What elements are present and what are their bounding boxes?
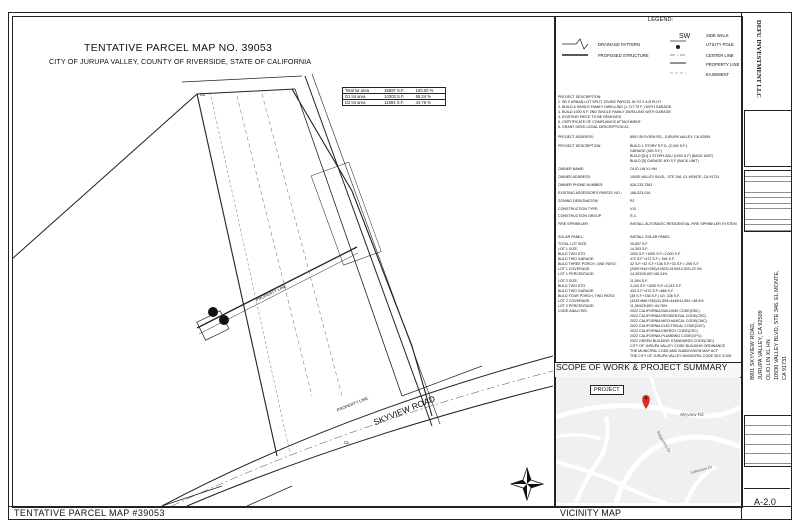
legend-title: LEGEND: xyxy=(648,17,674,23)
field-value: V-B xyxy=(630,207,636,211)
area-pct: 44.76 % xyxy=(415,100,431,105)
area-pct: 55.24 % xyxy=(415,94,431,99)
legend-item: CENTER LINE xyxy=(706,53,734,58)
field-value: 25,897 S.F. xyxy=(630,242,649,246)
field-value: 186-023-016 xyxy=(630,191,651,195)
field-value: OLIO LIN XL HN xyxy=(630,167,657,171)
field-value: 14,303 S.F. xyxy=(630,247,649,251)
field-key: TOTAL LOT SIZE: xyxy=(558,242,588,246)
area-pct: 100.00 % xyxy=(415,88,434,93)
field-value: 626-233-7581 xyxy=(630,183,653,187)
field-value: (2000+944+295)/14303=3199/14,303=22.3% xyxy=(630,267,702,271)
field-key: PROJECT DESCRIPTION: xyxy=(558,144,602,148)
field-key: LOT 2 COVERAGE: xyxy=(558,299,591,303)
code-line: 2022 CALIFORNIA MECHANICAL CODE(CMC) xyxy=(630,319,707,323)
field-value: BUILD [D1] 1 STORY ADU (1000 S.F) (BACK UNIT) xyxy=(630,154,714,158)
field-key: BULD FOUR PORCH, TWO PATIO: xyxy=(558,294,616,298)
vicinity-street-label: Ridgeview Dr xyxy=(655,430,672,454)
field-value: R1 xyxy=(630,199,635,203)
leader-line xyxy=(162,486,222,506)
leader-line xyxy=(247,486,292,506)
footer-divider xyxy=(8,506,792,507)
field-key: BULD TWO GARAGE: xyxy=(558,289,595,293)
field-key: BULD TWO STO. xyxy=(558,252,587,256)
north-arrow-icon xyxy=(511,468,543,500)
code-line: 2022 CALIFORNIA ELECTRICAL CODE(CEC) xyxy=(630,324,705,328)
field-value: 472 S.F.+472 S.F.= 944 S.F. xyxy=(630,257,675,261)
code-line: THE CITY OF JURUPA VALLEY MUNICIPAL CODE SEC 9.205 xyxy=(630,354,732,358)
page-title: TENTATIVE PARCEL MAP NO. 39053 xyxy=(84,42,273,54)
area-label: D1 lot area xyxy=(345,94,366,99)
field-value: 14,303/25,897=55.24% xyxy=(630,272,668,276)
project-description-line: 6. GRANT DEED LEGAL DESCRIPTION A1 xyxy=(558,125,629,129)
field-key: BULD TWO STO. xyxy=(558,284,587,288)
legend-item: UTILITY POLE xyxy=(706,42,734,47)
code-line: 2022 CALIFORNIA RESIDENTIAL CODE(CRC) xyxy=(630,314,707,318)
field-key: OWNER NAME: xyxy=(558,167,585,171)
lot-boundary xyxy=(12,89,295,259)
parcel-edge xyxy=(182,76,302,82)
easement-line xyxy=(237,96,312,396)
lot-boundary-right xyxy=(295,89,402,396)
skyview-road-centerline xyxy=(172,371,553,506)
property-line-label: PROPERTY LINE xyxy=(336,395,369,413)
field-value: R-3 xyxy=(630,214,636,218)
field-value: 10930 VALLEY BLVD., STE 346, EL MONTE, CA 91731 xyxy=(630,175,720,179)
code-line: THE MUNICIPAL CODE AND SUBDIVISION MAP ACT xyxy=(630,349,718,353)
vicinity-project-label: PROJECT xyxy=(590,385,624,395)
titleblock-firm: DEFU INVESTMENT LLC xyxy=(755,20,762,98)
field-key: OWNER PHONE NUMBER: xyxy=(558,183,604,187)
field-value: 32 S.F.+32 S.F.+138 S.F.+33 S.F.= 295 S.F. xyxy=(630,262,700,266)
project-description-line: 3. BUILD 1000 S.F. 2ND SINGLE FAMILY DWELLING WITH GARAGE xyxy=(558,110,671,114)
field-key: EXISTING ASSESSOR'S PARCEL NO.: xyxy=(558,191,622,195)
vicinity-roads xyxy=(556,377,740,503)
field-value: BUILD 1 STORY S.F.D. (2,000 S.F.) xyxy=(630,144,688,148)
field-value: 433 S.F.+472 S.F.=866 S.F. xyxy=(630,289,674,293)
lot-boundary-left xyxy=(197,94,277,456)
titleblock-info-table xyxy=(744,415,792,467)
code-line: 2022 CALIFORNIA PLUMBING CODE(CPC) xyxy=(630,334,702,338)
field-value: 2022 CALIFORNIA BUILDING CODE(CBC) xyxy=(630,309,700,313)
project-description-line: 5. CERTIFICATE OF COMPLIANCE ATTACHMENT xyxy=(558,120,641,124)
vicinity-street-label: Lakeview Dr xyxy=(690,464,713,475)
road-name-label: SKYVIEW ROAD xyxy=(372,393,437,428)
titleblock-address-line: 8901 SKYVIEW ROAD, xyxy=(750,322,756,380)
titleblock-address-line: JURUPA VALLEY, CA 92509 xyxy=(758,310,764,380)
field-key: BULD THREE PORCH, ONE PATIO: xyxy=(558,262,617,266)
field-value: 2,243 S.F.+1000 S.F.=3,243 S.F. xyxy=(630,284,682,288)
field-value: 1000 S.F.+1000 S.F.=2,000 S.F. xyxy=(630,252,681,256)
tree-symbol xyxy=(219,315,229,325)
parcel-edge xyxy=(312,74,440,424)
project-description-line: 4. EXISTING PIECE TO BE REMOVED xyxy=(558,115,622,119)
project-description-line: 2. BUILD A SINGLE FAMILY DWELLING (1,717.79 F ) WITH GARAGE. xyxy=(558,105,673,109)
drive-line xyxy=(402,366,482,396)
field-key: LOT 2 SIZE: xyxy=(558,279,578,283)
field-value: BUILD [D] GARAGE 400 S.F (BACK UNIT) xyxy=(630,159,699,163)
centerline-label-top: CL xyxy=(200,92,206,97)
field-value: INSTALL SOLAR PANEL xyxy=(630,235,670,239)
parcel-edge xyxy=(305,76,432,426)
skyview-road-edge xyxy=(187,386,553,506)
area-value: 25897 S.F. xyxy=(384,88,405,93)
field-key: CODE ANALYSIS: xyxy=(558,309,588,313)
legend-item: EASEMENT xyxy=(706,72,730,77)
area-label: Total lot area xyxy=(345,88,369,93)
area-value: 11594 S.F. xyxy=(384,100,404,105)
easement-line xyxy=(262,94,342,396)
field-key: LOT 1 SIZE: xyxy=(558,247,578,251)
legend-item: SIDE WALK xyxy=(706,33,729,38)
legend-item: DRAINAGE PATTERN xyxy=(598,42,640,47)
field-value: (35 S.F.+138 S.F.) x2= 336 S.F. xyxy=(630,294,680,298)
scope-title: SCOPE OF WORK & PROJECT SUMMARY xyxy=(556,362,728,372)
field-value: INSTALL AUTOMATIC RESIDENTIAL FIRE SPRINKLER SYSTEM xyxy=(630,222,737,226)
proposed-structure xyxy=(311,162,381,265)
field-key: FIRE SPRINKLER: xyxy=(558,222,589,226)
centerline-label-bottom: CL xyxy=(344,440,350,445)
tree-symbol xyxy=(208,307,218,317)
titleblock-address xyxy=(768,125,796,245)
field-key: ZONING DESIGNATION: xyxy=(558,199,599,203)
legend-sw-label: SW xyxy=(679,33,691,40)
skyview-road-edge xyxy=(162,356,553,506)
field-key: PROJECT ADDRESS: xyxy=(558,135,594,139)
area-label: D2 lot area xyxy=(345,100,366,105)
lot-boundary-left-inner xyxy=(210,92,290,453)
field-value: 8901 SKYVIEW RD., JURUPA VALLEY, CA 92509 xyxy=(630,135,711,139)
code-line: 2022 CALIFORNIA ENERGY CODE(CEC) xyxy=(630,329,698,333)
area-value: 14303 S.F. xyxy=(384,94,405,99)
legend-item: PROPERTY LINE xyxy=(706,62,740,67)
field-value: (3243+866+336)/11,594=4445/11,594 =38.3% xyxy=(630,299,704,303)
sheet-number: A-2.0 xyxy=(754,497,777,507)
field-key: SOLAR PANEL: xyxy=(558,235,584,239)
property-line-label: PROPERTY LINE xyxy=(255,283,288,303)
field-key: CONSTRUCTION GROUP: xyxy=(558,214,603,218)
vicinity-map xyxy=(556,377,740,503)
field-key: LOT 1 PERCENTAGE: xyxy=(558,272,595,276)
code-line: 2022 GREEN BUILDING STANDARDS CODE(CBC) xyxy=(630,339,715,343)
field-key: BULD TWO GARAGE: xyxy=(558,257,595,261)
code-line: CITY OF JURUPA VALLEY CODE BUILDING ORDINANCE xyxy=(630,344,726,348)
legend-item: PROPOSED STRUCTURE xyxy=(598,53,649,58)
footer-map-title: TENTATIVE PARCEL MAP #39053 xyxy=(14,508,165,518)
project-description-header: PROJECT DESCRIPTION: xyxy=(558,95,602,99)
field-key: CONSTRUCTION TYPE: xyxy=(558,207,599,211)
field-key: LOT 1 COVERAGE: xyxy=(558,267,591,271)
project-description-line: 1. SB 9 URBAN LOT SPLIT. DIVIDE PARCEL IN TO 2 A.B PLOT xyxy=(558,100,662,104)
titleblock-address-line: 10930 VALLEY BLVD, STE 346, EL MONTE, xyxy=(774,270,780,380)
field-value: GARAGE (450 S.F.) xyxy=(630,149,662,153)
parcel-map xyxy=(12,16,553,506)
titleblock-address-line: CA 91731 xyxy=(782,355,788,380)
field-value: 11,594/25,897=44.76% xyxy=(630,304,668,308)
field-value: 11,594 S.F. xyxy=(630,279,648,283)
footer-vicinity-title: VICINITY MAP xyxy=(560,508,622,518)
field-key: LOT 2 PERCENTAGE: xyxy=(558,304,595,308)
titleblock-address-line: OLIO LIN XL HN xyxy=(766,339,772,380)
vicinity-street-label: Skyview Rd xyxy=(680,412,704,417)
page-subtitle: CITY OF JURUPA VALLEY, COUNTY OF RIVERSIDE, STATE OF CALIFORNIA xyxy=(49,57,312,66)
field-key: OWNER ADDRESS: xyxy=(558,175,591,179)
